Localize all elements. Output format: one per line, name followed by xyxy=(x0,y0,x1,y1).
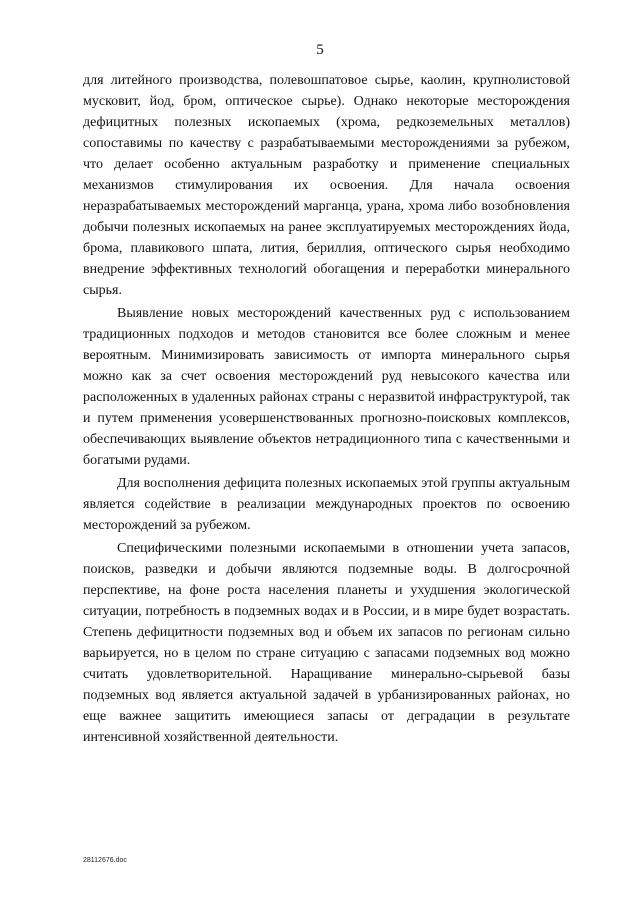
document-filename: 28112676.doc xyxy=(83,857,127,864)
page-number: 5 xyxy=(316,42,324,58)
paragraph-deficit: Для восполнения дефицита полезных ископаемых этой группы актуальным является содействие в реализации международных проектов по освоению месторождений за рубежом. xyxy=(83,476,570,533)
document-body xyxy=(83,70,570,748)
paragraph-groundwater: Специфическими полезными ископаемыми в отношении учета запасов, поисков, разведки и добычи являются подземные воды. В долгосрочной перспективе, на фоне роста населения планеты и ухудшения экологической ситуации, потребность в подземных водах и в России, и в мире будет возрастать. Степень дефицитности подземных вод и объем их запасов по регионам сильно варьируется, но в целом по стране ситуацию с запасами подземных вод можно считать удовлетворительной. Наращивание минерально-сырьевой базы подземных вод является актуальной задачей в урбанизированных районах, но еще важнее защитить имеющиеся запасы от деградации в результате интенсивной хозяйственной деятельности. xyxy=(83,541,570,745)
paragraph-new-deposits: Выявление новых месторождений качественных руд с использованием традиционных подходов и методов становится все более сложным и менее вероятным. Минимизировать зависимость от импорта минерального сырья можно как за счет освоения месторождений руд невысокого качества или расположенных в удаленных районах страны с неразвитой инфраструктурой, так и путем применения усовершенствованных прогнозно-поисковых комплексов, обеспечивающих выявление объектов нетрадиционного типа с качественными и богатыми рудами. xyxy=(83,306,570,468)
paragraph-continuation: для литейного производства, полевошпатовое сырье, каолин, крупнолистовой мусковит, йод, бром, оптическое сырье). Однако некоторые месторождения дефицитных полезных ископаемых (хрома, редкоземельных металлов) сопоставимы по качеству с разрабатываемыми месторождениями за рубежом, что делает особенно актуальным разработку и применение специальных механизмов стимулирования их освоения. Для начала освоения неразрабатываемых месторождений марганца, урана, хрома либо возобновления добычи полезных ископаемых на ранее эксплуатируемых месторождениях йода, брома, плавикового шпата, лития, бериллия, оптического сырья необходимо внедрение эффективных технологий обогащения и переработки минерального сырья. xyxy=(83,73,570,298)
